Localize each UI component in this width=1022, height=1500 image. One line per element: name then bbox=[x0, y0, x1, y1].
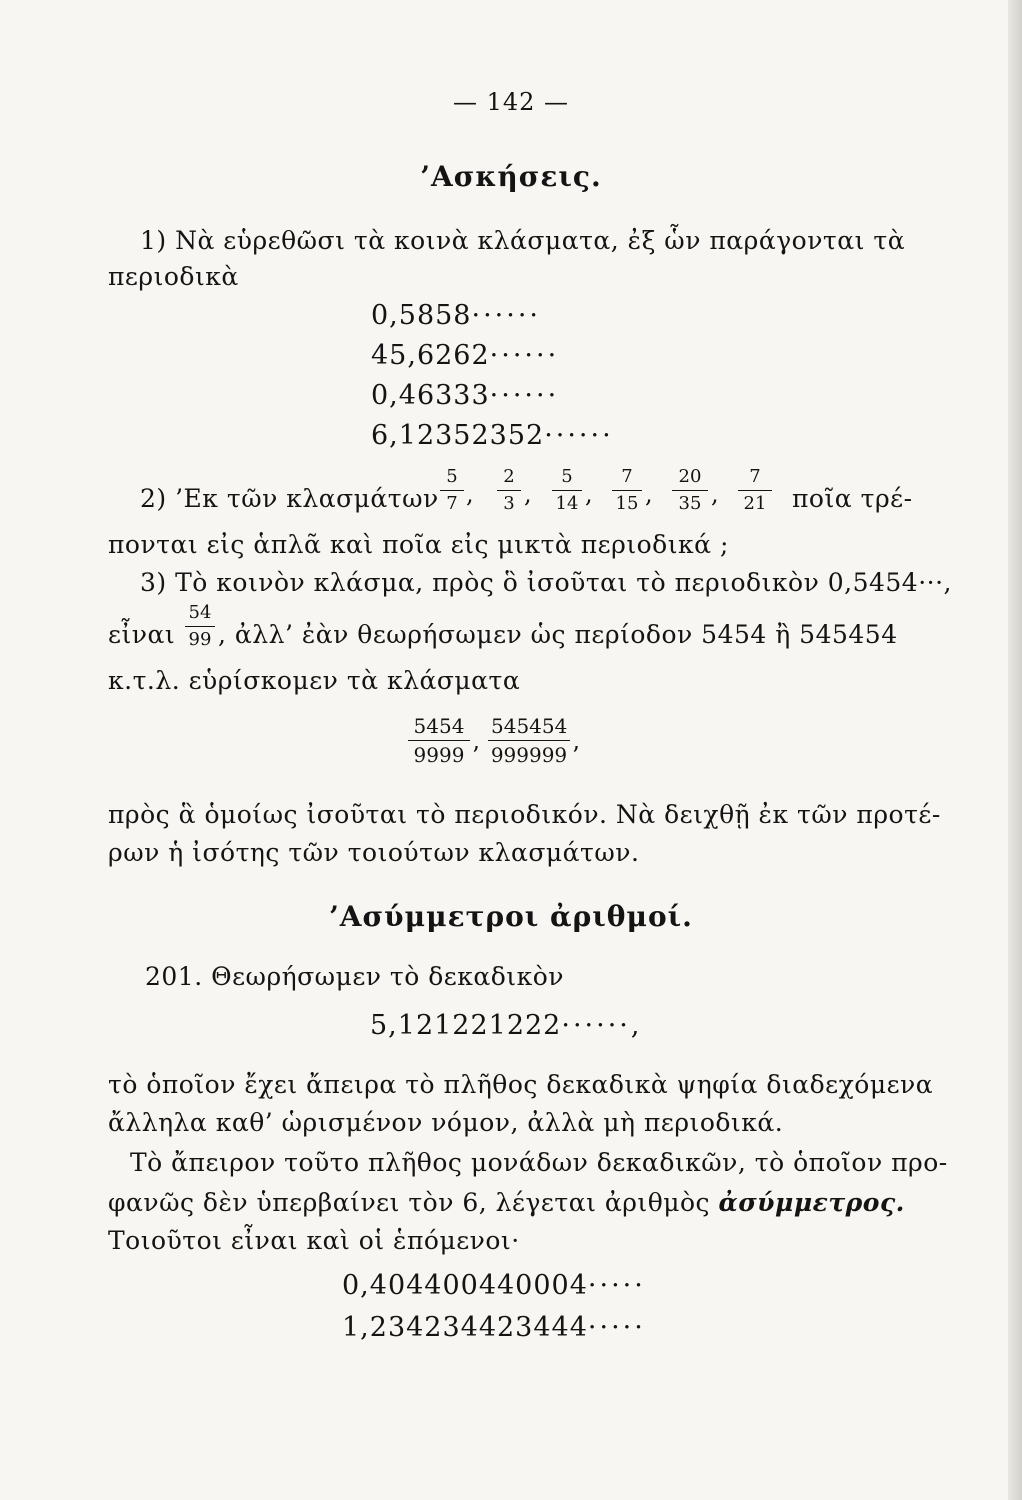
paragraph-201-line-3: ἄλληλα καθ’ ὡρισμένον νόμον, ἀλλὰ μὴ περιοδικά. bbox=[108, 1108, 784, 1137]
exercise-2-suffix: ποῖα τρέ- bbox=[792, 484, 913, 513]
section-title-exercises: ’Ασκήσεις. bbox=[420, 160, 602, 193]
exercise-3-line-3: κ.τ.λ. εὑρίσκομεν τὰ κλάσματα bbox=[108, 666, 521, 695]
exercise-3-line-5: ρων ἡ ἰσότης τῶν τοιούτων κλασμάτων. bbox=[108, 838, 640, 867]
paragraph-201-line-6: Τοιοῦτοι εἶναι καὶ οἱ ἑπόμενοι· bbox=[108, 1226, 520, 1255]
fraction-separator: , bbox=[711, 480, 719, 508]
irrational-example-2: 1,234234423444····· bbox=[342, 1312, 646, 1343]
fraction-separator: , bbox=[645, 480, 653, 508]
exercise-3-line-4: πρὸς ἃ ὁμοίως ἰσοῦται τὸ περιοδικόν. Νὰ δειχθῇ ἐκ τῶν προτέ- bbox=[108, 800, 941, 829]
exercise-1-line-1: 1) Νὰ εὑρεθῶσι τὰ κοινὰ κλάσματα, ἐξ ὧν παράγονται τὰ bbox=[140, 226, 906, 255]
fraction-separator: , bbox=[585, 480, 593, 508]
page-edge bbox=[1008, 0, 1022, 1500]
fraction-separator: , bbox=[524, 480, 532, 508]
paragraph-201-line-5: φανῶς δὲν ὑπερβαίνει τὸν 6, λέγεται ἀριθμὸς ἀσύμμετρος. bbox=[108, 1188, 905, 1217]
fraction-7-21: $\frac{7}{21}$ bbox=[738, 468, 772, 513]
irrational-example-1: 0,404400440004····· bbox=[342, 1270, 646, 1301]
fraction-5-7: $\frac{5}{7}$ bbox=[440, 468, 464, 513]
periodic-number-2: 45,6262······ bbox=[371, 340, 560, 371]
fraction-7-15: $\frac{7}{15}$ bbox=[612, 468, 642, 513]
fraction-20-35: $\frac{20}{35}$ bbox=[672, 468, 708, 513]
fraction-5454-9999: $\frac{5454}{9999}$ bbox=[408, 716, 470, 765]
fraction-separator: ’ bbox=[572, 742, 580, 770]
periodic-number-1: 0,5858······ bbox=[371, 300, 541, 331]
exercise-1-line-2: περιοδικὰ bbox=[108, 262, 239, 291]
page-number: — 142 — bbox=[452, 88, 570, 116]
section-title-irrational-numbers: ’Ασύμμετροι ἀριθμοί. bbox=[329, 900, 693, 933]
periodic-number-3: 0,46333······ bbox=[371, 380, 560, 411]
exercise-3-line-1: 3) Τὸ κοινὸν κλάσμα, πρὸς ὃ ἰσοῦται τὸ περιοδικὸν 0,5454···, bbox=[140, 568, 952, 597]
fraction-545454-999999: $\frac{545454}{999999}$ bbox=[488, 716, 570, 765]
exercise-2-prefix: 2) ’Εκ τῶν κλασμάτων bbox=[140, 484, 439, 513]
decimal-example: 5,121221222······, bbox=[370, 1010, 643, 1041]
fraction-2-3: $\frac{2}{3}$ bbox=[497, 468, 521, 513]
term-asymmetros: ἀσύμμετρος. bbox=[718, 1188, 905, 1217]
paragraph-201-line-2: τὸ ὁποῖον ἔχει ἄπειρα τὸ πλῆθος δεκαδικὰ ψηφία διαδεχόμενα bbox=[108, 1070, 934, 1099]
fraction-5-14: $\frac{5}{14}$ bbox=[552, 468, 582, 513]
paragraph-201-line-1: 201. Θεωρήσωμεν τὸ δεκαδικὸν bbox=[145, 962, 564, 991]
fraction-separator: , bbox=[466, 480, 474, 508]
exercise-2-line-2: πονται εἰς ἁπλᾶ καὶ ποῖα εἰς μικτὰ περιοδικά ; bbox=[108, 530, 729, 559]
exercise-3-line-2: , ἀλλ’ ἐὰν θεωρήσωμεν ὡς περίοδον 5454 ἢ 545454 bbox=[218, 620, 898, 649]
fraction-separator: ’ bbox=[472, 742, 480, 770]
periodic-number-4: 6,12352352······ bbox=[371, 420, 614, 451]
paragraph-201-line-4: Τὸ ἄπειρον τοῦτο πλῆθος μονάδων δεκαδικῶν, τὸ ὁποῖον προ- bbox=[130, 1148, 948, 1177]
fraction-54-99: $\frac{54}{99}$ bbox=[185, 604, 215, 649]
exercise-3-eimai: εἶναι bbox=[108, 620, 176, 649]
